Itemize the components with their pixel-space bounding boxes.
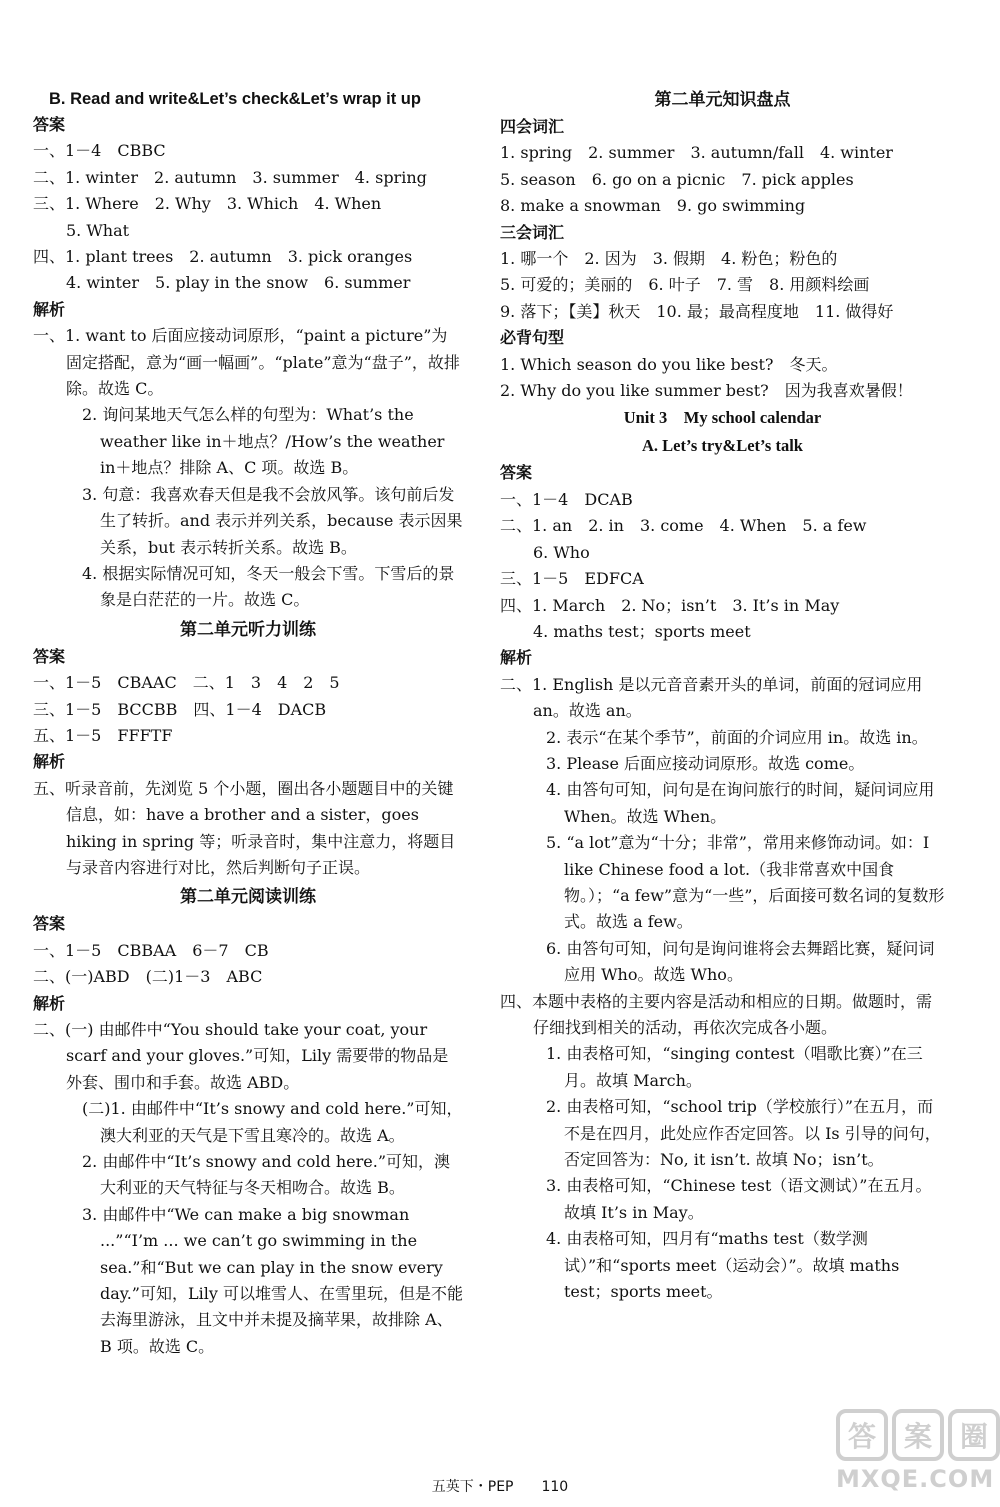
- reading-analysis-item: 二、(一) 由邮件中“You should take your coat, your scarf and your gloves.”可知，Lily 需要带的物品是外套、围巾和手套。故选 ABD。: [33, 1020, 449, 1092]
- analysis-item: 二、1. English 是以元音音素开头的单词，前面的冠词应用 an。故选 an。: [500, 674, 923, 721]
- sentence-line: 1. Which season do you like best? 冬天。: [500, 354, 838, 374]
- analysis-item: 2. 询问某地天气怎么样的句型为：What’s the weather like in＋地点？/How’s the weather in＋地点？排除 A、C 项。故选 B。: [82, 405, 445, 478]
- answer-line: 三、1. Where 2. Why 3. Which 4. When: [33, 194, 382, 214]
- analysis-item: 6. 由答句可知，问句是询问谁将会去舞蹈比赛，疑问词应用 Who。故选 Who。: [546, 938, 935, 985]
- vocab-line: 5. 可爱的；美丽的 6. 叶子 7. 雪 8. 用颜料绘画: [500, 275, 870, 295]
- answer-line: 四、1. March 2. No；isn’t 3. It’s in May: [500, 595, 840, 615]
- listening-analysis-label: 解析: [33, 752, 66, 772]
- unit-title: Unit 3 My school calendar: [623, 408, 822, 428]
- listening-answers-label: 答案: [33, 646, 66, 666]
- left-column: [33, 86, 463, 1360]
- page-footer: 五英下・PEP 110: [431, 1479, 569, 1495]
- analysis-item: 3. Please 后面应接动词原形。故选 come。: [546, 753, 865, 773]
- reading-analysis-item: 2. 由邮件中“It’s snowy and cold here.”可知，澳大利亚的天气特征与冬天相吻合。故选 B。: [82, 1152, 451, 1198]
- watermark-logo: [830, 1405, 995, 1497]
- reading-analysis-label: 解析: [33, 993, 66, 1013]
- analysis-item: 1. 由表格可知，“singing contest（唱歌比赛）”在三月。故填 March。: [546, 1044, 923, 1090]
- vocab-line: 1. 哪一个 2. 因为 3. 假期 4. 粉色；粉色的: [500, 249, 838, 269]
- answer-line: 一、1－4 CBBC: [33, 141, 166, 161]
- analysis-label: 解析: [33, 299, 66, 319]
- right-column: [500, 86, 945, 1305]
- answer-line: 二、1. winter 2. autumn 3. summer 4. spring: [33, 167, 427, 187]
- answers-label: 答案: [500, 463, 533, 483]
- summary-title: 第二单元知识盘点: [654, 90, 791, 110]
- watermark-char: 圈: [948, 1409, 1000, 1461]
- answer-line: 一、1－4 DCAB: [500, 489, 633, 509]
- reading-analysis-item: (二)1. 由邮件中“It’s snowy and cold here.”可知，澳大利亚的天气是下雪且寒冷的。故选 A。: [82, 1099, 463, 1145]
- analysis-intro: 四、本题中表格的主要内容是活动和相应的日期。做题时，需仔细找到相关的活动，再依次完成各小题。: [500, 991, 933, 1037]
- analysis-item: 4. 由表格可知，四月有“maths test（数学测试）”和“sports meet（运动会）”。故填 maths test；sports meet。: [546, 1229, 900, 1302]
- answer-line: 四、1. plant trees 2. autumn 3. pick oranges: [33, 247, 413, 267]
- reading-answer-line: 一、1－5 CBBAA 6－7 CB: [33, 940, 269, 960]
- analysis-item: 3. 句意：我喜欢春天但是我不会放风筝。该句前后发生了转折。and 表示并列关系，because 表示因果关系，but 表示转折关系。故选 B。: [82, 484, 463, 557]
- reading-title: 第二单元阅读训练: [180, 887, 316, 908]
- answer-line: 二、1. an 2. in 3. come 4. When 5. a few: [500, 516, 867, 536]
- vocab-line: 8. make a snowman 9. go swimming: [500, 196, 806, 216]
- listening-answer-line: 五、1－5 FFFTF: [33, 725, 173, 745]
- reading-analysis-item: 3. 由邮件中“We can make a big snowman ...”“I’m ... we can’t go swimming in the sea.”和“But we can play in the snow every day.”可知，Lily 可以堆雪人、在雪里玩，但是不能去海里游泳，且文中并未提及摘苹果，故排除 A、B 项。故选 C。: [82, 1204, 463, 1356]
- answer-line: 6. Who: [533, 542, 590, 562]
- analysis-item: 2. 表示“在某个季节”，前面的介词应用 in。故选 in。: [546, 727, 928, 747]
- analysis-item: 5. “a lot”意为“十分；非常”，常用来修饰动词。如：I like Chinese food a lot.（我非常喜欢中国食物。）；“a few”意为“一些”，后面接可数名词的复数形式。故选 a few。: [546, 833, 945, 932]
- answer-line: 4. winter 5. play in the snow 6. summer: [66, 273, 411, 293]
- section-title: B. Read and write&Let’s check&Let’s wrap it up: [49, 90, 421, 108]
- sentence-line: 2. Why do you like summer best? 因为我喜欢暑假！: [500, 381, 913, 401]
- reading-answers-label: 答案: [33, 914, 66, 934]
- answer-line: 4. maths test；sports meet: [533, 621, 751, 641]
- analysis-item: 4. 由答句可知，问句是在询问旅行的时间，疑问词应用 When。故选 When。: [546, 780, 935, 826]
- sentences-label: 必背句型: [500, 328, 565, 348]
- answer-line: 5. What: [66, 220, 130, 240]
- listening-answer-line: 一、1－5 CBAAC 二、1 3 4 2 5: [33, 673, 340, 693]
- vocab-line: 1. spring 2. summer 3. autumn/fall 4. winter: [500, 143, 893, 163]
- reading-answer-line: 二、(一)ABD (二)1－3 ABC: [33, 967, 263, 987]
- four-skill-label: 四会词汇: [500, 117, 565, 136]
- vocab-line: 9. 落下；【美】秋天 10. 最；最高程度地 11. 做得好: [500, 301, 894, 321]
- listening-analysis: 五、听录音前，先浏览 5 个小题，圈出各小题题目中的关键信息，如：have a brother and a sister，goes hiking in spring 等；听录音时，集中注意力，将题目与录音内容进行对比，然后判断句子正误。: [33, 778, 456, 877]
- watermark-char: 答: [836, 1409, 888, 1461]
- watermark-domain: MXQE.COM: [836, 1465, 995, 1493]
- watermark-char: 案: [892, 1409, 944, 1461]
- answer-line: 三、1－5 EDFCA: [500, 569, 644, 589]
- listening-answer-line: 三、1－5 BCCBB 四、1－4 DACB: [33, 699, 327, 719]
- listening-title: 第二单元听力训练: [180, 619, 316, 640]
- unit-subtitle: A. Let’s try&Let’s talk: [642, 436, 803, 456]
- analysis-item: 2. 由表格可知，“school trip（学校旅行）”在五月，而不是在四月，此处应作否定回答。以 Is 引导的问句，否定回答为：No, it isn’t. 故填 No；isn’t。: [546, 1097, 941, 1170]
- answers-label: 答案: [33, 115, 66, 134]
- analysis-item: 一、1. want to 后面应接动词原形，“paint a picture”为固定搭配，意为“画一幅画”。“plate”意为“盘子”，故排除。故选 C。: [33, 326, 460, 399]
- three-skill-label: 三会词汇: [500, 222, 565, 242]
- vocab-line: 5. season 6. go on a picnic 7. pick apples: [500, 169, 854, 189]
- analysis-label: 解析: [500, 648, 533, 668]
- analysis-item: 3. 由表格可知，“Chinese test（语文测试）”在五月。故填 It’s in May。: [546, 1176, 932, 1222]
- analysis-item: 4. 根据实际情况可知，冬天一般会下雪。下雪后的景象是白茫茫的一片。故选 C。: [82, 563, 455, 610]
